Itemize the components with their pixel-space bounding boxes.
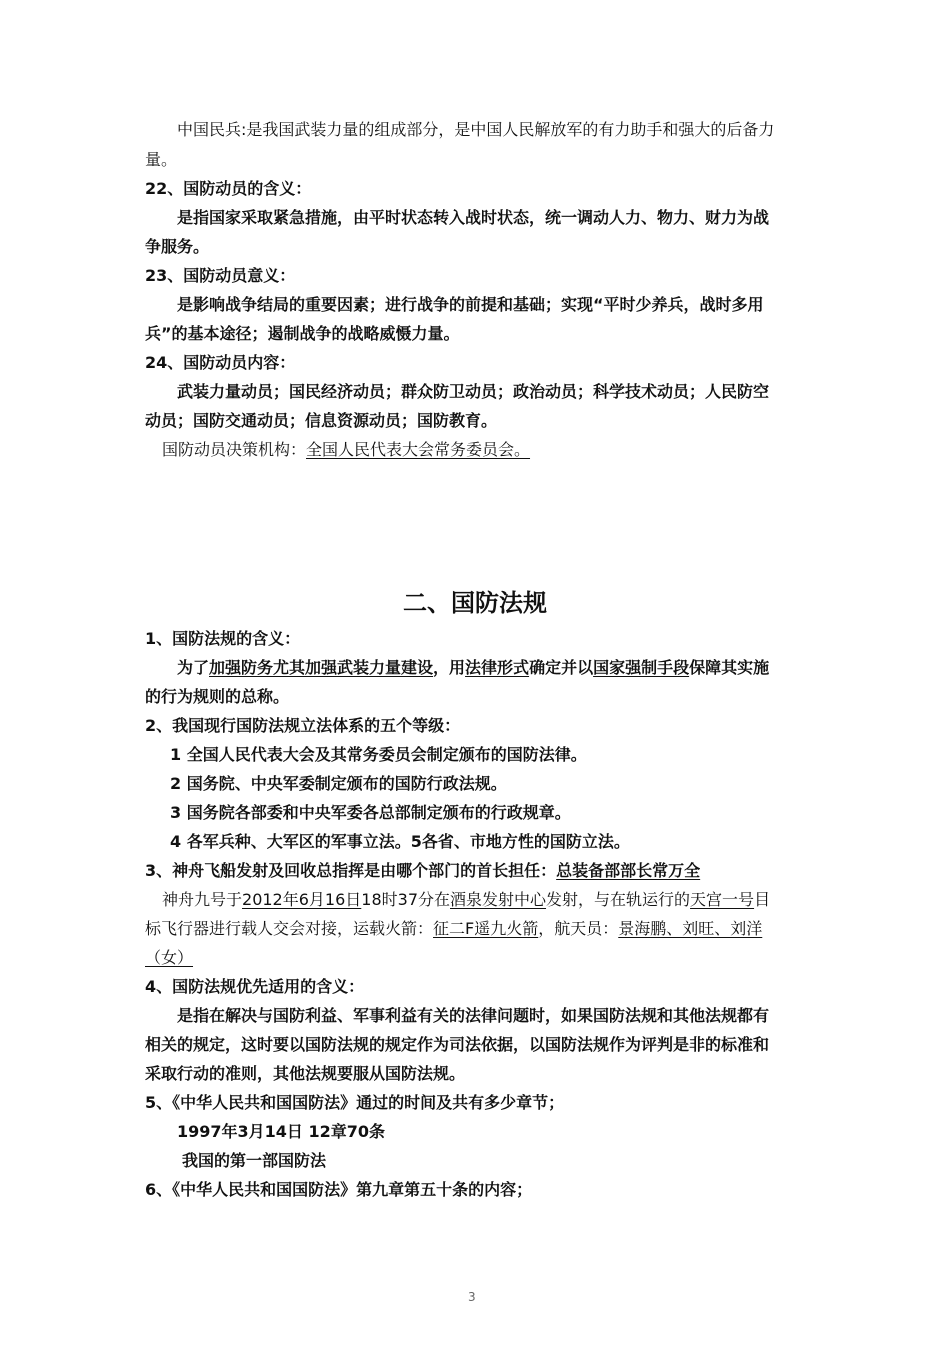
decision-value: 全国人民代表大会常务委员会。 xyxy=(306,440,531,459)
q6-heading: 6、《中华人民共和国国防法》第九章第五十条的内容； xyxy=(145,1180,533,1199)
sz-target: 天宫一号 xyxy=(690,890,755,909)
a1-underline-1: 加强防务尤其加强武装力量建设 xyxy=(209,658,434,677)
a24-line-2: 动员；国防交通动员；信息资源动员；国防教育。 xyxy=(145,411,498,430)
q3-text: 3、神舟飞船发射及回收总指挥是由哪个部门的首长担任： xyxy=(145,861,557,880)
a22-line-1: 是指国家采取紧急措施，由平时状态转入战时状态，统一调动人力、物力、财力为战 xyxy=(177,208,770,227)
a23-line-2: 兵”的基本途径；遏制战争的战略威慑力量。 xyxy=(145,324,460,343)
a1-underline-2: 法律形式 xyxy=(465,658,530,677)
q4-heading: 4、国防法规优先适用的含义： xyxy=(145,977,365,996)
a1-underline-3: 国家强制手段 xyxy=(593,658,690,677)
a1-line-2: 的行为规则的总称。 xyxy=(145,687,290,706)
a1-text-4: 保障其实施 xyxy=(689,658,770,677)
section-title: 二、国防法规 xyxy=(403,589,547,617)
a5-line-1: 1997年3月14日 12章70条 xyxy=(177,1122,386,1141)
sz-date: 2012年6月16日 xyxy=(242,890,362,909)
q5-heading: 5、《中华人民共和国国防法》通过的时间及共有多少章节； xyxy=(145,1093,565,1112)
sz-text-3: 发射，与在轨运行的 xyxy=(546,890,691,909)
shenzhou-line-2 xyxy=(145,919,805,939)
level-3: 3 国务院各部委和中央军委各总部制定颁布的行政规章。 xyxy=(170,803,571,822)
a4-line-1: 是指在解决与国防利益、军事利益有关的法律问题时，如果国防法规和其他法规都有 xyxy=(177,1006,770,1025)
q23-heading: 23、国防动员意义： xyxy=(145,266,296,285)
sz-text-2: 18时37分在 xyxy=(361,890,451,909)
level-2: 2 国务院、中央军委制定颁布的国防行政法规。 xyxy=(170,774,507,793)
a1-text-1: 为了 xyxy=(177,658,210,677)
q24-heading: 24、国防动员内容： xyxy=(145,353,296,372)
a22-line-2: 争服务。 xyxy=(145,237,210,256)
militia-line-2: 量。 xyxy=(145,150,178,169)
sz-text-4: 目 xyxy=(754,890,771,909)
a24-line-1: 武装力量动员；国民经济动员；群众防卫动员；政治动员；科学技术动员；人民防空 xyxy=(177,382,770,401)
a1-text-3: 确定并以 xyxy=(529,658,594,677)
sz-text-1: 神舟九号于 xyxy=(162,890,243,909)
level-4: 4 各军兵种、大军区的军事立法。5各省、市地方性的国防立法。 xyxy=(170,832,630,851)
sz2-crew: 景海鹏、刘旺、刘洋 xyxy=(618,919,763,938)
shenzhou-line-3 xyxy=(145,948,805,968)
sz2-text-1: 标飞行器进行载人交会对接，运载火箭： xyxy=(145,919,434,938)
q2-heading: 2、我国现行国防法规立法体系的五个等级： xyxy=(145,716,461,735)
q3-answer: 总装备部部长常万全 xyxy=(556,861,701,880)
q3-heading xyxy=(145,861,805,881)
shenzhou-line-1 xyxy=(162,890,822,910)
q22-heading: 22、国防动员的含义： xyxy=(145,179,312,198)
sz2-rocket: 征二F遥九火箭 xyxy=(433,919,539,938)
a4-line-3: 采取行动的准则，其他法规要服从国防法规。 xyxy=(145,1064,466,1083)
a5-line-2: 我国的第一部国防法 xyxy=(182,1151,327,1170)
a4-line-2: 相关的规定，这时要以国防法规的规定作为司法依据，以国防法规作为评判是非的标准和 xyxy=(145,1035,770,1054)
page-number: 3 xyxy=(468,1290,476,1304)
a23-line-1: 是影响战争结局的重要因素；进行战争的前提和基础；实现“平时少养兵，战时多用 xyxy=(177,295,764,314)
q1-heading: 1、国防法规的含义： xyxy=(145,629,301,648)
militia-line-1: 中国民兵:是我国武装力量的组成部分，是中国人民解放军的有力助手和强大的后备力 xyxy=(177,120,775,139)
sz3-note: （女） xyxy=(145,948,194,967)
decision-line xyxy=(162,440,822,460)
sz2-text-2: ，航天员： xyxy=(538,919,619,938)
sz-site: 酒泉发射中心 xyxy=(450,890,547,909)
a1-line-1 xyxy=(177,658,837,678)
decision-label: 国防动员决策机构： xyxy=(162,440,307,459)
level-1: 1 全国人民代表大会及其常务委员会制定颁布的国防法律。 xyxy=(170,745,587,764)
a1-text-2: ，用 xyxy=(433,658,466,677)
